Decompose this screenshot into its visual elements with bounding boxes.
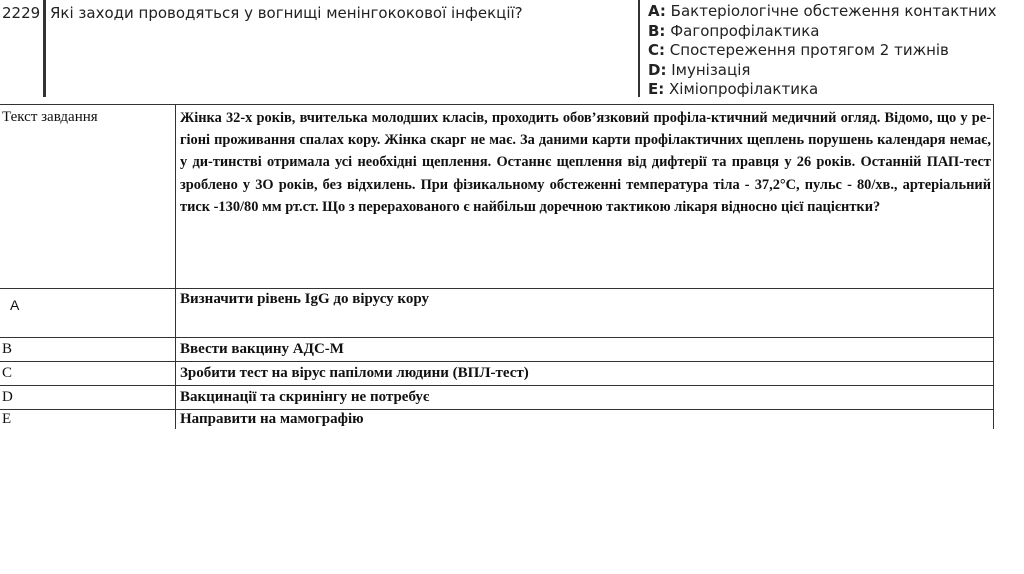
option-text: Хіміопрофілактика bbox=[669, 80, 819, 98]
task-row bbox=[0, 104, 994, 288]
option-text: Фагопрофілактика bbox=[670, 21, 820, 40]
task-label: Текст завдання bbox=[0, 105, 176, 288]
answer-letter: E bbox=[0, 410, 176, 429]
answer-letter: C bbox=[0, 362, 176, 385]
option-letter: A: bbox=[648, 2, 666, 20]
answer-text: Вакцинації та скринінгу не потребує bbox=[176, 386, 994, 409]
divider bbox=[45, 0, 46, 97]
answer-text: Направити на мамографію bbox=[176, 410, 994, 429]
answer-row-c[interactable] bbox=[0, 361, 994, 385]
option-letter: B: bbox=[648, 21, 666, 40]
answer-row-a[interactable] bbox=[0, 288, 994, 337]
question-block bbox=[0, 0, 1024, 100]
divider bbox=[638, 0, 640, 97]
question-text: Які заходи проводяться у вогнищі менінгококової інфекції? bbox=[50, 4, 523, 22]
task-table bbox=[0, 104, 994, 429]
question-option[interactable] bbox=[648, 2, 997, 22]
answer-letter: D bbox=[0, 386, 176, 409]
answer-text: Зробити тест на вірус папіломи людини (ВПЛ-тест) bbox=[176, 362, 994, 385]
option-text: Бактеріологічне обстеження контактних bbox=[670, 2, 997, 20]
option-letter: D: bbox=[648, 60, 667, 79]
question-number: 2229 bbox=[2, 4, 41, 22]
answer-row-e[interactable] bbox=[0, 409, 994, 429]
option-text: Імунізація bbox=[671, 60, 751, 79]
answer-row-b[interactable] bbox=[0, 337, 994, 361]
question-options bbox=[648, 2, 997, 100]
answer-letter: B bbox=[0, 338, 176, 361]
option-letter: C: bbox=[648, 41, 666, 59]
question-option[interactable] bbox=[648, 80, 997, 100]
answer-text: Ввести вакцину АДС-М bbox=[176, 338, 994, 361]
option-text: Спостереження протягом 2 тижнів bbox=[669, 41, 949, 59]
question-option[interactable] bbox=[648, 41, 997, 61]
task-text: Жінка 32-х років, вчителька молодших класів, проходить обов’язковий профіла-ктичний медичний огляд. Відомо, що у ре-гіоні проживання спалах кору. Жінка скарг не має. За даними карти профілактичних щеплень порушень календаря немає, у ди-тинстві отримала усі необхідні щеплення. Останнє щеплення від дифтерії та правця у 26 років. Останній ПАП-тест зроблено у 3О років, без відхилень. При фізикальному обстеженні температура тіла - 37,2°C, пульс - 80/хв., артеріальний тиск -130/80 мм рт.ст. Що з перерахованого є найбільш доречною тактикою лікаря відносно цієї пацієнтки? bbox=[176, 105, 994, 288]
answer-text: Визначити рівень IgG до вірусу кору bbox=[176, 289, 994, 337]
answer-letter: A bbox=[0, 289, 176, 337]
answer-row-d[interactable] bbox=[0, 385, 994, 409]
question-option[interactable] bbox=[648, 22, 997, 42]
question-option[interactable] bbox=[648, 61, 997, 81]
option-letter: E: bbox=[648, 80, 665, 98]
